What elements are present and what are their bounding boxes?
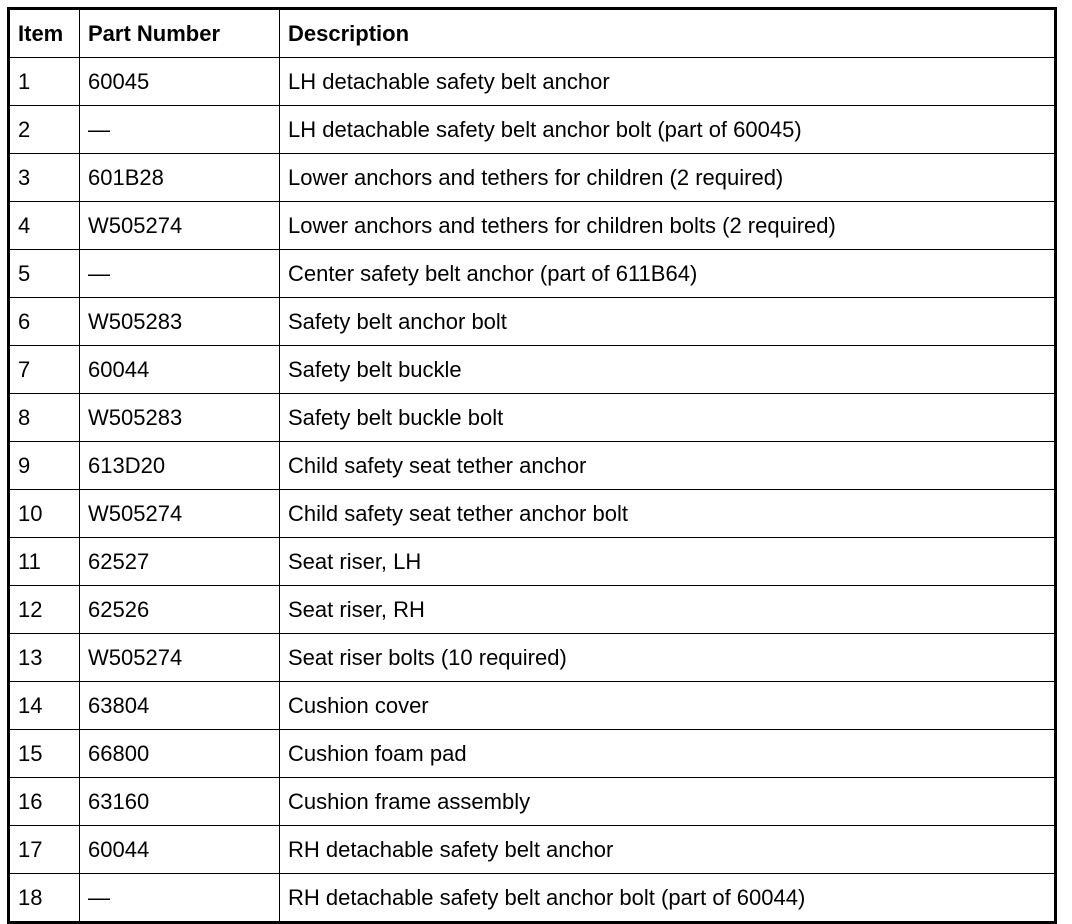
part-number-cell: — <box>80 106 280 154</box>
header-description: Description <box>280 9 1056 58</box>
description-cell: Seat riser, LH <box>280 538 1056 586</box>
description-cell: Cushion cover <box>280 682 1056 730</box>
description-cell: Safety belt anchor bolt <box>280 298 1056 346</box>
parts-table <box>7 7 1057 924</box>
part-number-cell: W505274 <box>80 202 280 250</box>
item-cell: 16 <box>9 778 80 826</box>
table-row <box>9 634 1056 682</box>
header-part-number: Part Number <box>80 9 280 58</box>
table-row <box>9 826 1056 874</box>
item-cell: 4 <box>9 202 80 250</box>
description-cell: RH detachable safety belt anchor bolt (part of 60044) <box>280 874 1056 923</box>
item-cell: 13 <box>9 634 80 682</box>
item-cell: 15 <box>9 730 80 778</box>
item-cell: 7 <box>9 346 80 394</box>
part-number-cell: — <box>80 874 280 923</box>
table-row <box>9 682 1056 730</box>
table-row <box>9 874 1056 923</box>
description-cell: Cushion foam pad <box>280 730 1056 778</box>
description-cell: Lower anchors and tethers for children (2 required) <box>280 154 1056 202</box>
part-number-cell: 62526 <box>80 586 280 634</box>
part-number-cell: W505283 <box>80 394 280 442</box>
item-cell: 12 <box>9 586 80 634</box>
part-number-cell: 63804 <box>80 682 280 730</box>
item-cell: 5 <box>9 250 80 298</box>
part-number-cell: 60045 <box>80 58 280 106</box>
table-row <box>9 442 1056 490</box>
table-row <box>9 58 1056 106</box>
table-row <box>9 730 1056 778</box>
item-cell: 3 <box>9 154 80 202</box>
table-row <box>9 538 1056 586</box>
item-cell: 1 <box>9 58 80 106</box>
item-cell: 6 <box>9 298 80 346</box>
description-cell: RH detachable safety belt anchor <box>280 826 1056 874</box>
part-number-cell: W505274 <box>80 490 280 538</box>
table-row <box>9 346 1056 394</box>
part-number-cell: — <box>80 250 280 298</box>
part-number-cell: 62527 <box>80 538 280 586</box>
item-cell: 2 <box>9 106 80 154</box>
description-cell: Cushion frame assembly <box>280 778 1056 826</box>
description-cell: Center safety belt anchor (part of 611B64) <box>280 250 1056 298</box>
description-cell: LH detachable safety belt anchor bolt (part of 60045) <box>280 106 1056 154</box>
description-cell: Safety belt buckle <box>280 346 1056 394</box>
item-cell: 11 <box>9 538 80 586</box>
part-number-cell: 63160 <box>80 778 280 826</box>
table-body <box>9 58 1056 923</box>
table-row <box>9 202 1056 250</box>
table-row <box>9 394 1056 442</box>
part-number-cell: W505283 <box>80 298 280 346</box>
item-cell: 9 <box>9 442 80 490</box>
description-cell: Safety belt buckle bolt <box>280 394 1056 442</box>
part-number-cell: W505274 <box>80 634 280 682</box>
item-cell: 14 <box>9 682 80 730</box>
table-row <box>9 154 1056 202</box>
table-row <box>9 106 1056 154</box>
table-row <box>9 250 1056 298</box>
part-number-cell: 60044 <box>80 346 280 394</box>
description-cell: Lower anchors and tethers for children bolts (2 required) <box>280 202 1056 250</box>
header-item: Item <box>9 9 80 58</box>
description-cell: Seat riser bolts (10 required) <box>280 634 1056 682</box>
table-row <box>9 586 1056 634</box>
table-row <box>9 490 1056 538</box>
part-number-cell: 601B28 <box>80 154 280 202</box>
table-header-row <box>9 9 1056 58</box>
item-cell: 18 <box>9 874 80 923</box>
item-cell: 10 <box>9 490 80 538</box>
description-cell: Child safety seat tether anchor <box>280 442 1056 490</box>
part-number-cell: 613D20 <box>80 442 280 490</box>
item-cell: 17 <box>9 826 80 874</box>
description-cell: Child safety seat tether anchor bolt <box>280 490 1056 538</box>
item-cell: 8 <box>9 394 80 442</box>
part-number-cell: 66800 <box>80 730 280 778</box>
part-number-cell: 60044 <box>80 826 280 874</box>
table-row <box>9 778 1056 826</box>
description-cell: Seat riser, RH <box>280 586 1056 634</box>
table-row <box>9 298 1056 346</box>
description-cell: LH detachable safety belt anchor <box>280 58 1056 106</box>
